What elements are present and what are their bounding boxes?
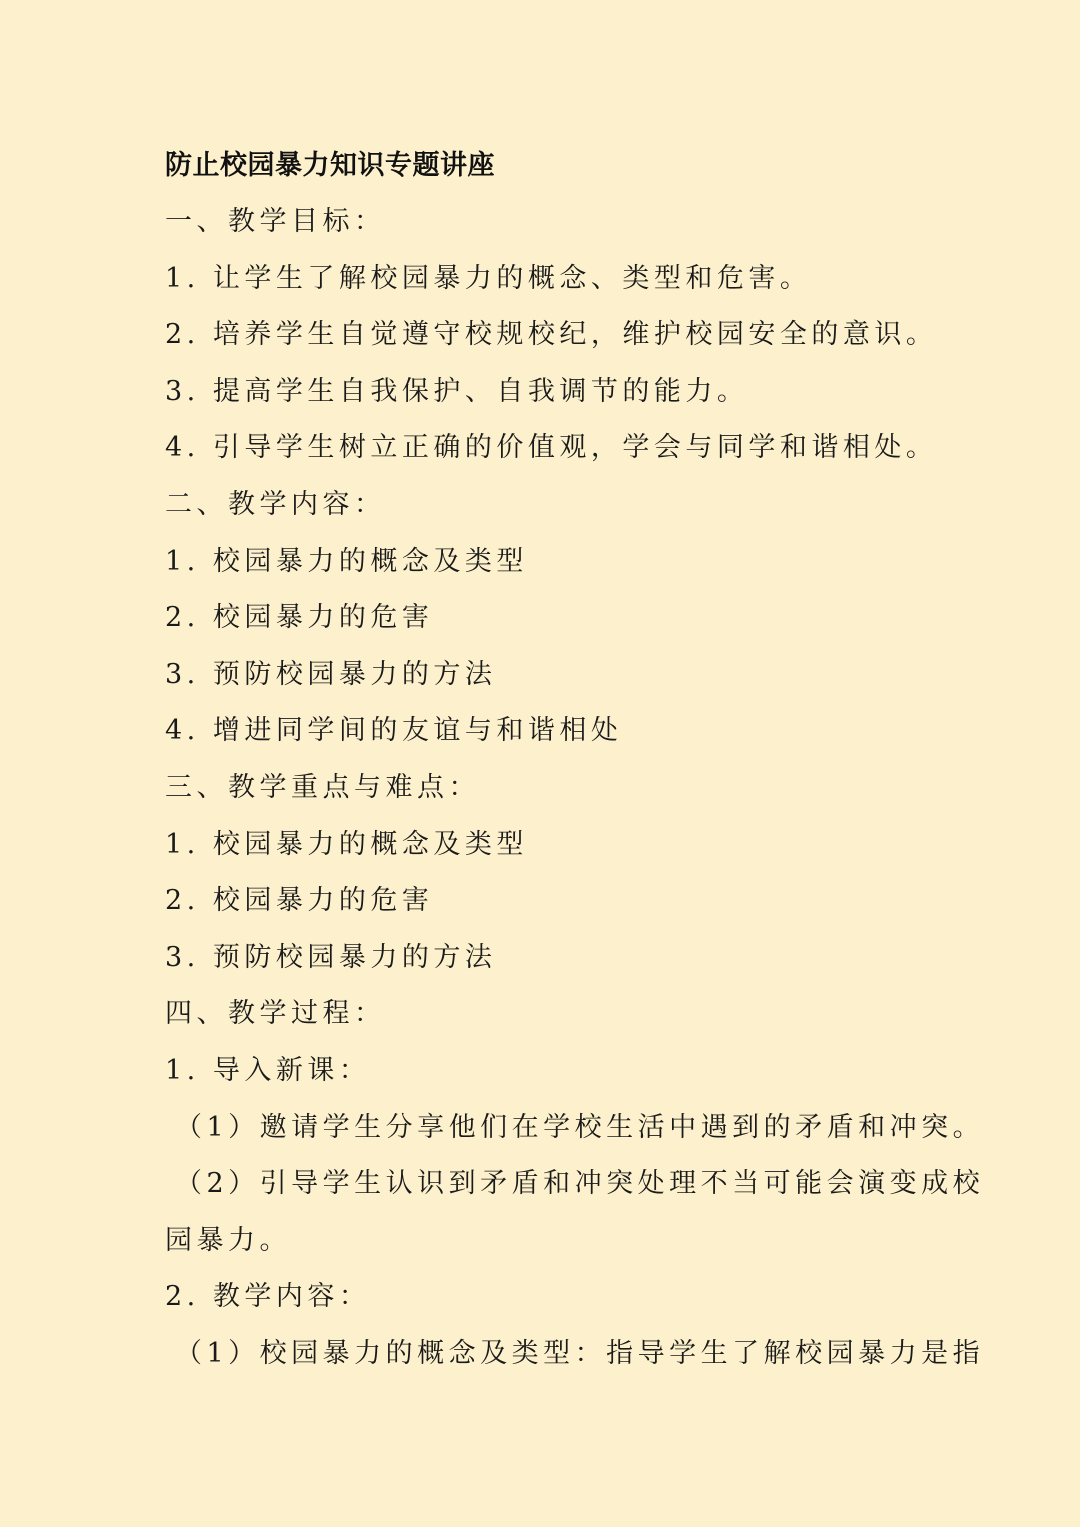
paragraph-line: 1. 校园暴力的概念及类型 bbox=[165, 828, 528, 860]
section-heading-objectives: 一、教学目标： bbox=[165, 206, 386, 237]
paragraph-line: 2. 培养学生自觉遵守校规校纪，维护校园安全的意识。 bbox=[165, 319, 938, 351]
paragraph-line: 1. 让学生了解校园暴力的概念、类型和危害。 bbox=[165, 262, 812, 294]
paragraph-line: （2）引导学生认识到矛盾和冲突处理不当可能会演变成校 bbox=[175, 1168, 985, 1200]
section-heading-process: 四、教学过程： bbox=[165, 998, 386, 1030]
paragraph-line: 4. 增进同学间的友谊与和谐相处 bbox=[165, 715, 623, 747]
paragraph-line: 3. 预防校园暴力的方法 bbox=[165, 941, 497, 973]
document-body bbox=[165, 138, 985, 1382]
paragraph-line: （1）校园暴力的概念及类型：指导学生了解校园暴力是指 bbox=[175, 1337, 985, 1369]
paragraph-line: 2. 校园暴力的危害 bbox=[165, 602, 434, 634]
paragraph-line: 2. 教学内容： bbox=[165, 1281, 371, 1313]
document-title: 防止校园暴力知识专题讲座 bbox=[165, 150, 495, 181]
paragraph-line: 2. 校园暴力的危害 bbox=[165, 885, 434, 917]
paragraph-line: 4. 引导学生树立正确的价值观，学会与同学和谐相处。 bbox=[165, 432, 938, 464]
paragraph-line: 园暴力。 bbox=[165, 1224, 291, 1256]
section-heading-key-points: 三、教学重点与难点： bbox=[165, 771, 480, 803]
paragraph-line: 3. 提高学生自我保护、自我调节的能力。 bbox=[165, 375, 749, 407]
paragraph-line: 3. 预防校园暴力的方法 bbox=[165, 658, 497, 690]
paragraph-line: 1. 导入新课： bbox=[165, 1054, 371, 1086]
section-heading-content: 二、教学内容： bbox=[165, 488, 386, 520]
paragraph-line: （1）邀请学生分享他们在学校生活中遇到的矛盾和冲突。 bbox=[175, 1111, 985, 1143]
paragraph-line: 1. 校园暴力的概念及类型 bbox=[165, 545, 528, 577]
